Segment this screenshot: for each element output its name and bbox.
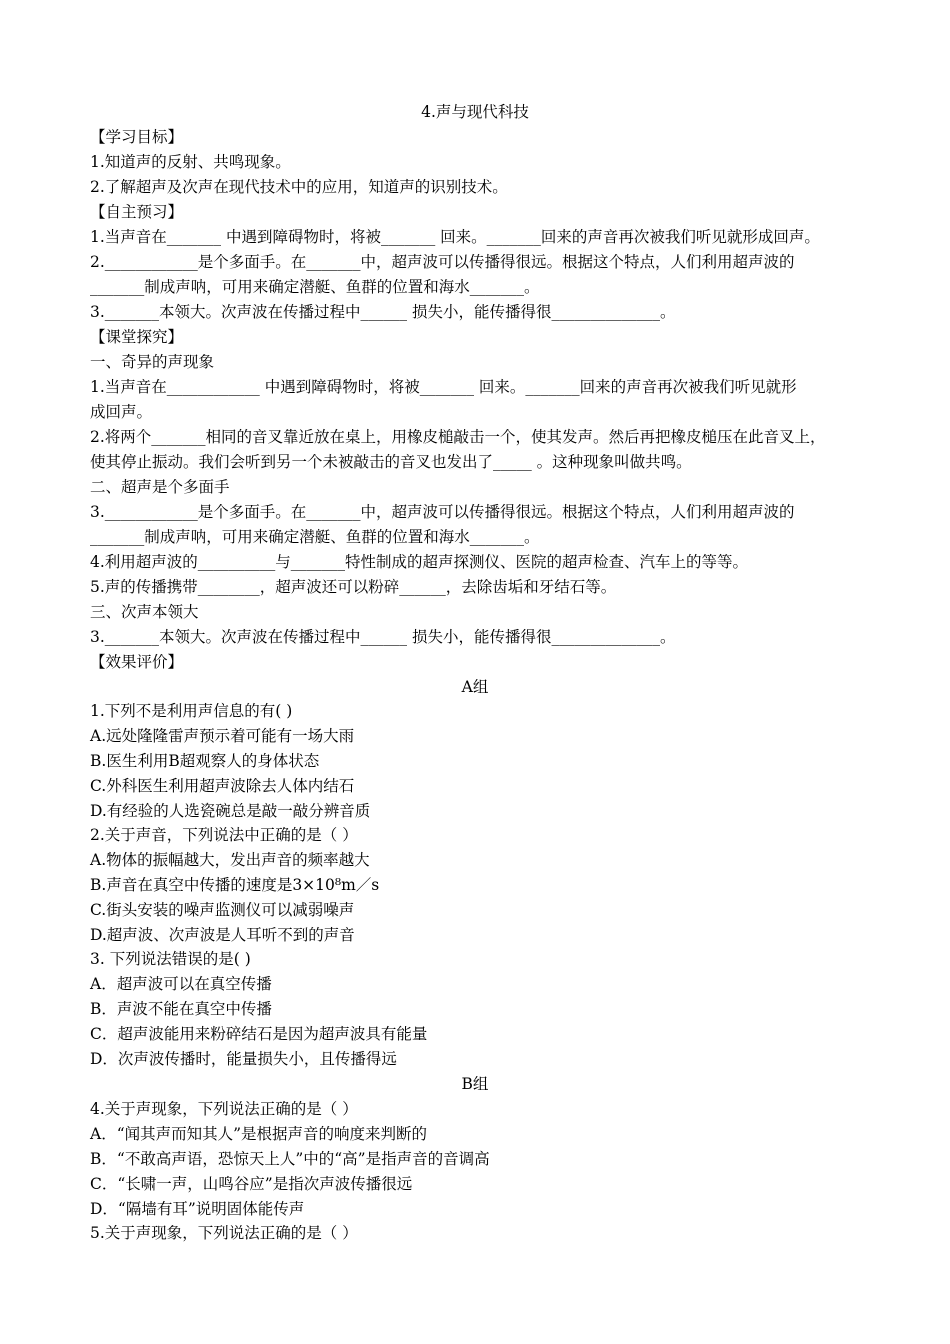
option: B.医生利用B超观察人的身体状态 [90,752,320,770]
question: 5.关于声现象，下列说法正确的是（ ） [90,1224,358,1242]
section-heading-evaluation: 【效果评价】 [90,653,184,671]
page-title: 4.声与现代科技 [421,103,529,121]
section-heading-objectives: 【学习目标】 [90,128,184,146]
option: B．声波不能在真空中传播 [90,1000,272,1018]
text-line: 3._______本领大。次声波在传播过程中______ 损失小，能传播得很______________。 [90,628,676,646]
text-line: _______制成声呐，可用来确定潜艇、鱼群的位置和海水_______。 [90,278,540,296]
section-heading-preview: 【自主预习】 [90,203,184,221]
option: A．“闻其声而知其人”是根据声音的响度来判断的 [90,1125,428,1143]
text-line: 2.将两个_______相同的音叉靠近放在桌上，用橡皮槌敲击一个，使其发声。然后再把橡皮槌压在此音叉上， [90,428,826,446]
question: 3. 下列说法错误的是( ) [90,950,251,968]
option: D．“隔墙有耳”说明固体能传声 [90,1200,305,1218]
subsection-heading: 二、超声是个多面手 [90,478,230,496]
section-heading-explore: 【课堂探究】 [90,328,184,346]
option: C.外科医生利用超声波除去人体内结石 [90,777,355,795]
text-line: 5.声的传播携带________，超声波还可以粉碎______，去除齿垢和牙结石等。 [90,578,617,596]
text-line: 1.当声音在____________ 中遇到障碍物时，将被_______ 回来。_______回来的声音再次被我们听见就形 [90,378,797,396]
text-line: 成回声。 [90,403,153,421]
option: A.物体的振幅越大，发出声音的频率越大 [90,851,370,869]
option: C．“长啸一声，山鸣谷应”是指次声波传播很远 [90,1175,413,1193]
text-line: 1.知道声的反射、共鸣现象。 [90,153,291,171]
option: D.超声波、次声波是人耳听不到的声音 [90,926,355,944]
group-b-heading: B组 [461,1075,489,1093]
text-line: 3._______本领大。次声波在传播过程中______ 损失小，能传播得很______________。 [90,303,676,321]
text-line: 3.____________是个多面手。在_______中，超声波可以传播得很远。根据这个特点，人们利用超声波的 [90,503,795,521]
option: C.街头安装的噪声监测仪可以减弱噪声 [90,901,355,919]
option: D．次声波传播时，能量损失小，且传播得远 [90,1050,397,1068]
option: B.声音在真空中传播的速度是3×10⁸m／s [90,876,380,894]
text-line: 1.当声音在_______ 中遇到障碍物时，将被_______ 回来。_______回来的声音再次被我们听见就形成回声。 [90,228,820,246]
text-line: 4.利用超声波的__________与_______特性制成的超声探测仪、医院的超声检查、汽车上的等等。 [90,553,749,571]
text-line: 2.了解超声及次声在现代技术中的应用，知道声的识别技术。 [90,178,508,196]
text-line: _______制成声呐，可用来确定潜艇、鱼群的位置和海水_______。 [90,528,540,546]
option: D.有经验的人选瓷碗总是敲一敲分辨音质 [90,802,371,820]
subsection-heading: 三、次声本领大 [90,603,199,621]
option: B．“不敢高声语，恐惊天上人”中的“高”是指声音的音调高 [90,1150,490,1168]
option: A．超声波可以在真空传播 [90,975,272,993]
question: 1.下列不是利用声信息的有( ) [90,702,293,720]
text-line: 使其停止振动。我们会听到另一个未被敲击的音叉也发出了_____ 。这种现象叫做共鸣。 [90,453,692,471]
option: C．超声波能用来粉碎结石是因为超声波具有能量 [90,1025,428,1043]
question: 2.关于声音，下列说法中正确的是（ ） [90,826,358,844]
option: A.远处隆隆雷声预示着可能有一场大雨 [90,727,355,745]
group-a-heading: A组 [461,678,489,696]
subsection-heading: 一、奇异的声现象 [90,353,215,371]
question: 4.关于声现象，下列说法正确的是（ ） [90,1100,358,1118]
text-line: 2.____________是个多面手。在_______中，超声波可以传播得很远。根据这个特点，人们利用超声波的 [90,253,795,271]
